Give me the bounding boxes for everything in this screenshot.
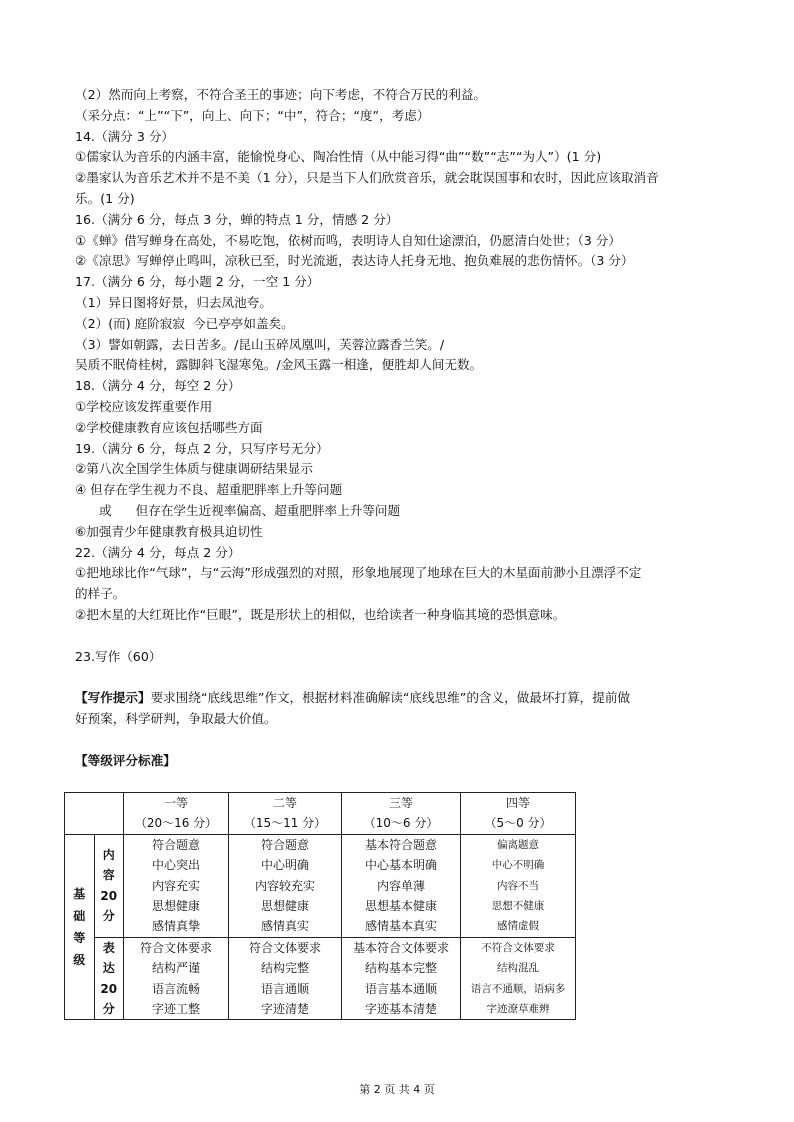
answer-line: ①把地球比作“气球”，与“云海”形成强烈的对照，形象地展现了地球在巨大的木星面前渺小且漂浮不定	[75, 565, 642, 581]
answer-line: ②学校健康教育应该包括哪些方面	[75, 419, 263, 435]
answer-line: 14.（满分 3 分）	[75, 128, 175, 144]
answer-line: （2）(而) 庭阶寂寂 今已亭亭如盖矣。	[75, 315, 294, 331]
writing-hint	[75, 688, 725, 709]
expression-section-row	[65, 937, 576, 1020]
grade-header-row	[65, 793, 576, 835]
answer-line: 16.（满分 6 分，每点 3 分，蝉的特点 1 分，情感 2 分）	[75, 211, 399, 227]
grading-standard-title: 【等级评分标准】	[75, 752, 176, 768]
writing-hint-text: 要求围绕“底线思维”作文，根据材料准确解读“底线思维”的含义，做最坏打算，提前做	[150, 690, 631, 706]
answer-line: 22.（满分 4 分，每点 2 分）	[75, 544, 241, 560]
answer-line: ②第八次全国学生体质与健康调研结果显示	[75, 461, 313, 477]
content-grade-1-cell: 符合题意 中心突出 内容充实 思想健康 感情真挚	[124, 834, 229, 937]
content-grade-2-cell: 符合题意 中心明确 内容较充实 思想健康 感情真实	[229, 834, 342, 937]
answer-line: （1）异日图将好景，归去凤池夸。	[75, 294, 272, 310]
answer-line: ⑥加强青少年健康教育极具迫切性	[75, 523, 263, 539]
grade-header-3: 三等 （10～6 分）	[342, 793, 461, 835]
content-section-row	[65, 834, 576, 937]
answer-line: ②把木星的大红斑比作“巨眼”，既是形状上的相似，也给读者一种身临其境的恐惧意味。	[75, 606, 566, 622]
page-footer: 第 2 页 共 4 页	[359, 1083, 435, 1096]
grade-header-1: 一等 （20～16 分）	[124, 793, 229, 835]
answer-content	[75, 85, 725, 771]
content-section-label: 内 容 20 分	[94, 834, 124, 937]
answer-line: 的样子。	[75, 586, 126, 602]
answer-line: ①儒家认为音乐的内涵丰富，能愉悦身心、陶冶性情（从中能习得“曲”“数”“志”“为人”）(1 分)	[75, 149, 602, 165]
grade-header-2: 二等 （15～11 分）	[229, 793, 342, 835]
answer-line: ④ 但存在学生视力不良、超重肥胖率上升等问题	[75, 482, 343, 498]
answer-line: ②墨家认为音乐艺术并不是不美（1 分），只是当下人们欣赏音乐，就会耽误国事和农时，因此应该取消音	[75, 170, 659, 186]
answer-line: （采分点：“上”“下”，向上、向下；“中”，符合；“度”，考虑）	[75, 107, 430, 123]
answer-line: 吴质不眠倚桂树，露脚斜飞湿寒兔。/金风玉露一相逢，便胜却人间无数。	[75, 357, 483, 373]
answer-line: 乐。(1 分)	[75, 190, 135, 206]
answer-line: ①学校应该发挥重要作用	[75, 398, 213, 414]
answer-line: 或 但存在学生近视率偏高、超重肥胖率上升等问题	[75, 502, 401, 518]
writing-hint-continued: 好预案，科学研判，争取最大价值。	[75, 710, 277, 726]
category-label: 基 础 等 级	[65, 834, 95, 1020]
expression-grade-4-cell: 不符合文体要求 结构混乱 语言不通顺，语病多 字迹潦草难辨	[461, 937, 576, 1020]
answer-line: 17.（满分 6 分，每小题 2 分，一空 1 分）	[75, 274, 320, 290]
expression-grade-1-cell: 符合文体要求 结构严谨 语言流畅 字迹工整	[124, 937, 229, 1020]
expression-grade-2-cell: 符合文体要求 结构完整 语言通顺 字迹清楚	[229, 937, 342, 1020]
grading-table	[64, 792, 576, 1020]
answer-line: （2）然而向上考察，不符合圣王的事迹；向下考虑，不符合万民的利益。	[75, 87, 487, 102]
writing-title: 23.写作（60）	[75, 648, 162, 664]
answer-line: 18.（满分 4 分，每空 2 分）	[75, 378, 241, 394]
grade-header-4: 四等 （5～0 分）	[461, 793, 576, 835]
answer-line: 19.（满分 6 分，每点 2 分，只写序号无分）	[75, 440, 329, 456]
content-grade-4-cell: 偏离题意 中心不明确 内容不当 思想不健康 感情虚假	[461, 834, 576, 937]
answer-line: ②《凉思》写蝉停止鸣叫，凉秋已至，时光流逝，表达诗人托身无地、抱负难展的悲伤情怀。（3 分）	[75, 253, 634, 269]
writing-hint-label: 【写作提示】	[75, 690, 151, 706]
expression-grade-3-cell: 基本符合文体要求 结构基本完整 语言基本通顺 字迹基本清楚	[342, 937, 461, 1020]
content-grade-3-cell: 基本符合题意 中心基本明确 内容单薄 思想基本健康 感情基本真实	[342, 834, 461, 937]
answer-line: （3）譬如朝露，去日苦多。/昆山玉碎凤凰叫，芙蓉泣露香兰笑。/	[75, 336, 445, 352]
answer-line: ①《蝉》借写蝉身在高处，不易吃饱，依树而鸣，表明诗人自知仕途漂泊，仍愿清白处世；（3 分）	[75, 232, 621, 248]
expression-section-label: 表 达 20 分	[94, 937, 124, 1020]
